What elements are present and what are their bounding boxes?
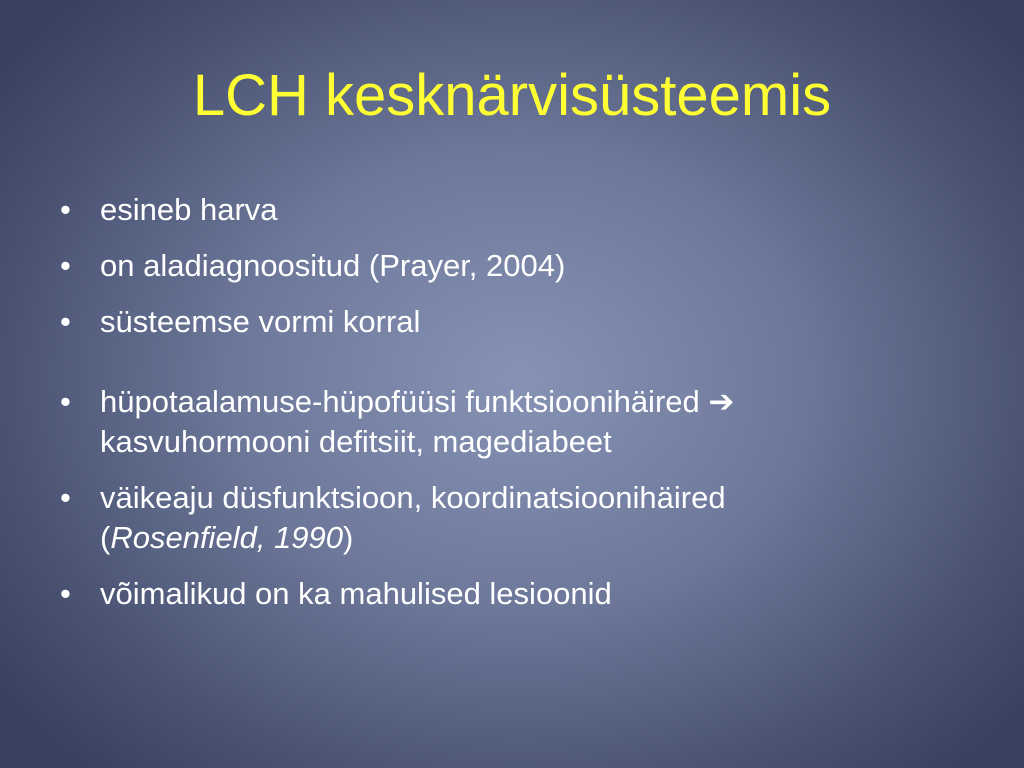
bullet-item (60, 478, 980, 558)
citation-italic: Rosenfield, 1990 (110, 520, 343, 555)
slide-title: LCH kesknärvisüsteemis (192, 63, 832, 128)
bullet-marker: • (60, 576, 71, 611)
bullet-text: on aladiagnoositud (Prayer, 2004) (100, 248, 566, 283)
bullet-marker: • (60, 304, 71, 339)
bullet-item (60, 190, 980, 230)
citation-close-paren: ) (343, 520, 354, 555)
bullet-text: võimalikud on ka mahulised lesioonid (100, 576, 612, 611)
bullet-text-continued: kasvuhormooni defitsiit, magediabeet (100, 424, 612, 459)
bullet-item (60, 302, 980, 342)
bullet-item (60, 246, 980, 286)
bullet-marker: • (60, 248, 71, 283)
bullet-list (60, 190, 980, 630)
citation-open-paren: ( (100, 520, 111, 555)
bullet-marker: • (60, 192, 71, 227)
bullet-item (60, 382, 980, 462)
bullet-text: esineb harva (100, 192, 278, 227)
bullet-text: süsteemse vormi korral (100, 304, 421, 339)
bullet-marker: • (60, 384, 71, 419)
bullet-marker: • (60, 480, 71, 515)
bullet-text: väikeaju düsfunktsioon, koordinatsioonihäired (100, 480, 726, 515)
bullet-item (60, 574, 980, 614)
arrow-right-icon: ➔ (708, 384, 735, 420)
bullet-text: hüpotaalamuse-hüpofüüsi funktsioonihäired (100, 384, 700, 419)
